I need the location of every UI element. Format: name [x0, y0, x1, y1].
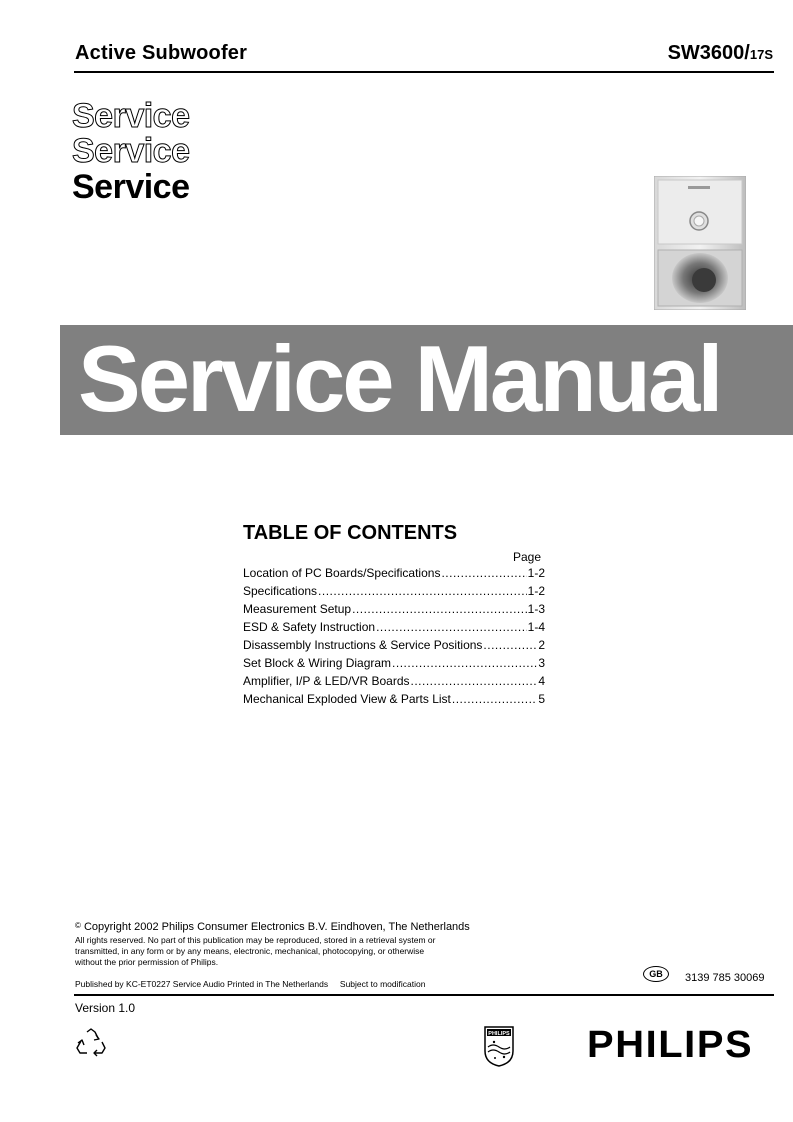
toc-entry[interactable] [243, 674, 545, 692]
toc-leader [352, 602, 527, 616]
toc-entry-label: Measurement Setup [243, 602, 352, 616]
philips-logo: PHILIPS [587, 1024, 754, 1066]
service-logo-outline-1: Service [72, 97, 190, 135]
toc-entry[interactable] [243, 584, 545, 602]
toc-entry-page: 1-4 [527, 620, 545, 634]
toc-leader [376, 620, 527, 634]
toc-entry-label: Disassembly Instructions & Service Positions [243, 638, 483, 652]
toc-title: TABLE OF CONTENTS [243, 522, 458, 544]
toc-entry[interactable] [243, 566, 545, 584]
toc-entry[interactable] [243, 620, 545, 638]
footer-divider [74, 994, 774, 996]
toc-entry-label: Amplifier, I/P & LED/VR Boards [243, 674, 410, 688]
shield-brand-text: PHILIPS [488, 1031, 510, 1037]
toc-entry-page: 1-2 [527, 584, 545, 598]
version-label: Version 1.0 [75, 1001, 136, 1015]
region-badge: GB [643, 966, 669, 982]
philips-shield-icon [483, 1025, 515, 1067]
toc-leader [452, 692, 537, 706]
toc-entry-page: 4 [538, 674, 545, 688]
service-logo-solid: Service [72, 168, 190, 206]
toc-leader [441, 566, 526, 580]
copyright-text: Copyright 2002 Philips Consumer Electronics B.V. Eindhoven, The Netherlands [83, 921, 470, 933]
service-manual-banner [60, 325, 793, 435]
banner-title: Service Manual [78, 326, 721, 431]
document-number: 3139 785 30069 [685, 972, 765, 984]
toc-entry[interactable] [243, 656, 545, 674]
copyright-symbol: © [75, 921, 81, 930]
model-suffix: 17S [749, 47, 773, 62]
toc-list [243, 566, 545, 710]
service-logo-outline-2: Service [72, 132, 190, 170]
rights-line: without the prior permission of Philips. [75, 957, 219, 967]
toc-entry-page: 1-2 [527, 566, 545, 580]
toc-page-header: Page [513, 550, 542, 564]
model-number [668, 42, 773, 65]
rights-line: All rights reserved. No part of this publication may be reproduced, stored in a retrieval system or [75, 935, 436, 945]
toc-leader [392, 656, 537, 670]
model-base: SW3600/ [667, 42, 750, 64]
toc-entry-label: Location of PC Boards/Specifications [243, 566, 441, 580]
toc-entry[interactable] [243, 692, 545, 710]
subwoofer-photo [654, 176, 746, 310]
toc-entry-label: Specifications [243, 584, 318, 598]
toc-entry[interactable] [243, 638, 545, 656]
toc-leader [318, 584, 527, 598]
toc-leader [483, 638, 537, 652]
header-divider [74, 71, 774, 73]
product-name: Active Subwoofer [75, 42, 248, 64]
published-by: Published by KC-ET0227 Service Audio Printed in The Netherlands Subject to modification [75, 979, 426, 989]
toc-entry-label: Set Block & Wiring Diagram [243, 656, 392, 670]
rights-line: transmitted, in any form or by any means, electronic, mechanical, photocopying, or otherwise [75, 946, 425, 956]
toc-entry-label: ESD & Safety Instruction [243, 620, 376, 634]
toc-entry-page: 3 [538, 656, 545, 670]
toc-entry-label: Mechanical Exploded View & Parts List [243, 692, 451, 706]
copyright-line [75, 921, 470, 933]
toc-leader [411, 674, 538, 688]
toc-entry-page: 2 [538, 638, 545, 652]
toc-entry-page: 1-3 [527, 602, 545, 616]
recycle-icon [75, 1028, 107, 1058]
toc-entry[interactable] [243, 602, 545, 620]
toc-entry-page: 5 [538, 692, 545, 706]
rights-notice [75, 935, 495, 968]
